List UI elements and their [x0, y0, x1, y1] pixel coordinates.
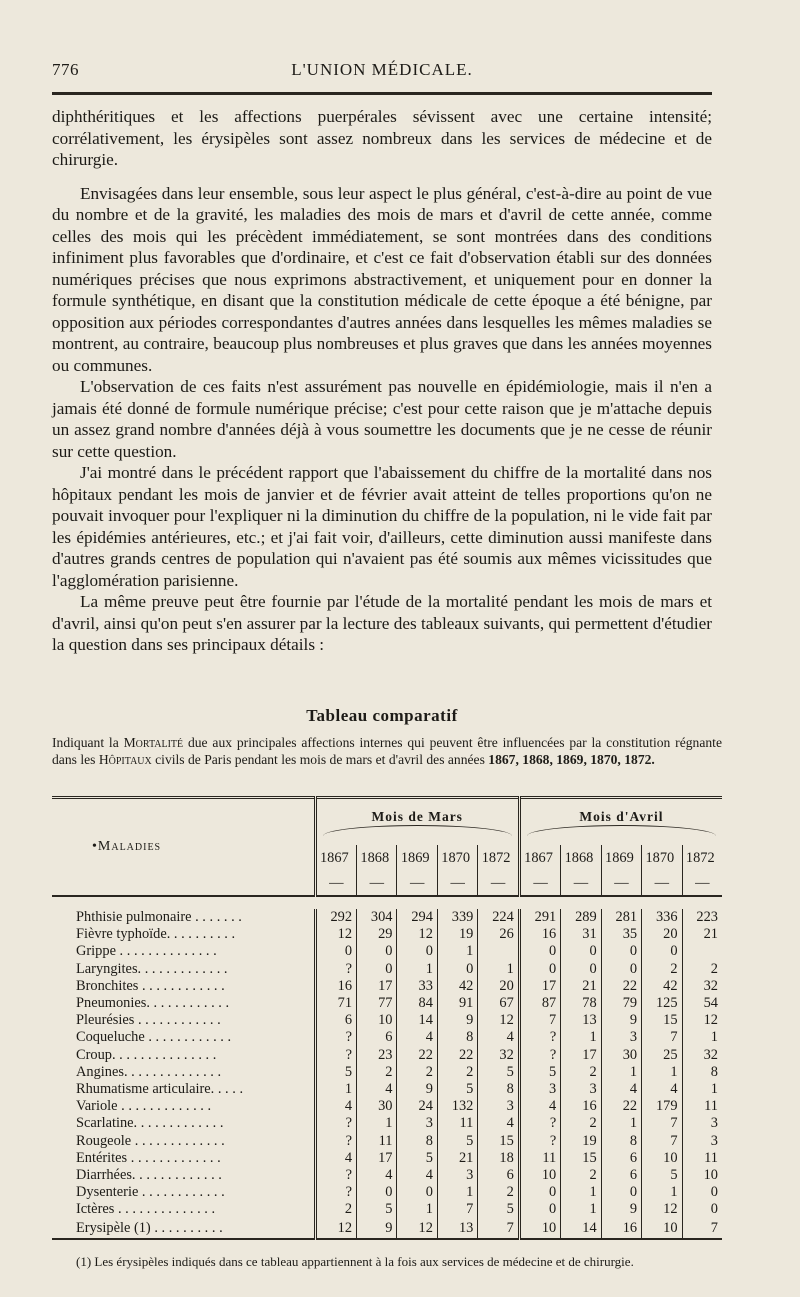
year-header: 1869: [601, 845, 641, 871]
death-count-cell: 3: [437, 1167, 477, 1184]
dash-cell: —: [561, 871, 601, 896]
death-count-cell: 10: [642, 1150, 682, 1167]
death-count-cell: 0: [682, 1184, 722, 1201]
death-count-cell: 8: [478, 1081, 519, 1098]
death-count-cell: 2: [642, 961, 682, 978]
table-row: [52, 1150, 722, 1167]
death-count-cell: 67: [478, 995, 519, 1012]
table-body: [52, 798, 722, 1240]
death-count-cell: 24: [397, 1098, 437, 1115]
death-count-cell: 33: [397, 978, 437, 995]
death-count-cell: [682, 943, 722, 960]
death-count-cell: 9: [397, 1081, 437, 1098]
paragraph: L'observation de ces faits n'est assurément pas nouvelle en épidémiologie, mais il n'en a jamais été donné de formule numérique précise; c'est pour cette raison que je m'attache depuis un assez grand nombre d'années déjà à vous soumettre les documents que je ne cesse de réunir sur cette question.: [52, 377, 712, 461]
death-count-cell: 12: [642, 1201, 682, 1218]
death-count-cell: 1: [397, 1201, 437, 1218]
caption-years: 1867, 1868, 1869, 1870, 1872.: [488, 752, 655, 767]
death-count-cell: 42: [642, 978, 682, 995]
caption-smallcaps: Mortalité: [123, 735, 184, 750]
death-count-cell: 0: [561, 961, 601, 978]
dash-cell: —: [315, 871, 356, 896]
table-row: [52, 1064, 722, 1081]
death-count-cell: 16: [561, 1098, 601, 1115]
death-count-cell: 20: [478, 978, 519, 995]
death-count-cell: 23: [357, 1047, 397, 1064]
death-count-cell: 11: [682, 1150, 722, 1167]
death-count-cell: 1: [642, 1184, 682, 1201]
death-count-cell: ?: [315, 1184, 356, 1201]
disease-name: Entérites . . . . . . . . . . . . .: [76, 1149, 221, 1166]
article-body: [52, 106, 712, 656]
death-count-cell: 9: [601, 1012, 641, 1029]
death-count-cell: 19: [437, 926, 477, 943]
table-row: [52, 909, 722, 926]
table-row: [52, 961, 722, 978]
page-header: [52, 60, 712, 86]
death-count-cell: 7: [642, 1029, 682, 1046]
death-count-cell: 8: [397, 1132, 437, 1149]
death-count-cell: 1: [561, 1201, 601, 1218]
disease-name: Variole . . . . . . . . . . . . .: [76, 1098, 212, 1115]
death-count-cell: 3: [397, 1115, 437, 1132]
table-row: [52, 1132, 722, 1149]
death-count-cell: 281: [601, 909, 641, 926]
death-count-cell: 2: [315, 1201, 356, 1218]
caption-text: due aux principales affections internes qui peuvent être influencées par la constitution régnante dans les: [52, 735, 722, 767]
death-count-cell: 7: [437, 1201, 477, 1218]
death-count-cell: 32: [478, 1047, 519, 1064]
death-count-cell: 3: [682, 1132, 722, 1149]
table-row: [52, 978, 722, 995]
death-count-cell: 304: [357, 909, 397, 926]
death-count-cell: [478, 943, 519, 960]
disease-name: Rhumatisme articulaire. . . . .: [76, 1080, 244, 1097]
death-count-cell: 10: [682, 1167, 722, 1184]
death-count-cell: 2: [561, 1115, 601, 1132]
death-count-cell: 2: [561, 1167, 601, 1184]
death-count-cell: 4: [315, 1098, 356, 1115]
death-count-cell: ?: [315, 961, 356, 978]
death-count-cell: 292: [315, 909, 356, 926]
dash-cell: —: [397, 871, 437, 896]
page-number: 776: [52, 60, 79, 79]
year-header: 1867: [315, 845, 356, 871]
death-count-cell: 30: [357, 1098, 397, 1115]
death-count-cell: 2: [357, 1064, 397, 1081]
death-count-cell: 71: [315, 995, 356, 1012]
table-row: [52, 943, 722, 960]
death-count-cell: 0: [561, 943, 601, 960]
table-row: [52, 1184, 722, 1201]
table-row: [52, 1115, 722, 1132]
death-count-cell: 0: [519, 1201, 560, 1218]
paragraph-continued: diphthéritiques et les affections puerpérales sévissent avec une certaine intensité; corrélativement, les érysipèles sont assez nombreux dans les services de médecine et de chirurgie.: [52, 107, 712, 169]
death-count-cell: 7: [478, 1218, 519, 1239]
death-count-cell: 3: [601, 1029, 641, 1046]
death-count-cell: 5: [437, 1132, 477, 1149]
death-count-cell: 4: [601, 1081, 641, 1098]
brace-march: [323, 825, 512, 836]
death-count-cell: 0: [357, 943, 397, 960]
death-count-cell: 3: [519, 1081, 560, 1098]
death-count-cell: 294: [397, 909, 437, 926]
death-count-cell: 1: [315, 1081, 356, 1098]
death-count-cell: 2: [478, 1184, 519, 1201]
year-header: 1868: [561, 845, 601, 871]
death-count-cell: 0: [601, 1184, 641, 1201]
year-header: 1869: [397, 845, 437, 871]
disease-name: Erysipèle (1) . . . . . . . . . .: [52, 1218, 315, 1239]
footnote: (1) Les érysipèles indiqués dans ce tableau appartiennent à la fois aux services de médecine et de chirurgie.: [76, 1254, 634, 1269]
dash-cell: —: [601, 871, 641, 896]
death-count-cell: 179: [642, 1098, 682, 1115]
brace-april: [527, 825, 716, 836]
death-count-cell: 0: [357, 961, 397, 978]
death-count-cell: 22: [397, 1047, 437, 1064]
death-count-cell: 4: [397, 1029, 437, 1046]
death-count-cell: 1: [682, 1081, 722, 1098]
death-count-cell: 7: [519, 1012, 560, 1029]
death-count-cell: 11: [519, 1150, 560, 1167]
death-count-cell: 132: [437, 1098, 477, 1115]
death-count-cell: 4: [519, 1098, 560, 1115]
year-header: 1870: [642, 845, 682, 871]
death-count-cell: 14: [397, 1012, 437, 1029]
death-count-cell: 22: [601, 978, 641, 995]
death-count-cell: 29: [357, 926, 397, 943]
table-row: [52, 926, 722, 943]
disease-name: Laryngites. . . . . . . . . . . . .: [76, 960, 228, 977]
death-count-cell: 14: [561, 1218, 601, 1239]
death-count-cell: 0: [437, 961, 477, 978]
death-count-cell: 0: [601, 943, 641, 960]
death-count-cell: 84: [397, 995, 437, 1012]
caption-smallcaps: Hôpitaux: [98, 752, 152, 767]
death-count-cell: 10: [519, 1218, 560, 1239]
group-header-row: [52, 798, 722, 846]
death-count-cell: 1: [601, 1064, 641, 1081]
death-count-cell: 0: [642, 943, 682, 960]
death-count-cell: 35: [601, 926, 641, 943]
death-count-cell: 336: [642, 909, 682, 926]
header-rule: [52, 92, 712, 95]
death-count-cell: 291: [519, 909, 560, 926]
death-count-cell: 11: [682, 1098, 722, 1115]
death-count-cell: 0: [519, 1184, 560, 1201]
death-count-cell: 15: [478, 1132, 519, 1149]
death-count-cell: 5: [437, 1081, 477, 1098]
death-count-cell: 12: [315, 1218, 356, 1239]
death-count-cell: 0: [682, 1201, 722, 1218]
dash-cell: —: [437, 871, 477, 896]
death-count-cell: 11: [357, 1132, 397, 1149]
table-row: [52, 1029, 722, 1046]
death-count-cell: 7: [682, 1218, 722, 1239]
group-label-april: Mois d'Avril: [579, 808, 664, 824]
death-count-cell: 15: [642, 1012, 682, 1029]
death-count-cell: ?: [519, 1132, 560, 1149]
death-count-cell: 1: [478, 961, 519, 978]
death-count-cell: 8: [601, 1132, 641, 1149]
death-count-cell: ?: [519, 1047, 560, 1064]
disease-name: Croup. . . . . . . . . . . . . . .: [76, 1046, 217, 1063]
disease-name: Diarrhées. . . . . . . . . . . . .: [76, 1166, 222, 1183]
table-row: [52, 1047, 722, 1064]
death-count-cell: 5: [315, 1064, 356, 1081]
death-count-cell: 22: [601, 1098, 641, 1115]
death-count-cell: 15: [561, 1150, 601, 1167]
table-row: [52, 1218, 722, 1239]
death-count-cell: ?: [315, 1029, 356, 1046]
death-count-cell: 17: [519, 978, 560, 995]
death-count-cell: 2: [437, 1064, 477, 1081]
death-count-cell: ?: [315, 1167, 356, 1184]
death-count-cell: 0: [315, 943, 356, 960]
disease-name: Scarlatine. . . . . . . . . . . . .: [76, 1115, 224, 1132]
dash-cell: —: [519, 871, 560, 896]
death-count-cell: 18: [478, 1150, 519, 1167]
death-count-cell: 1: [642, 1064, 682, 1081]
running-title: L'UNION MÉDICALE.: [291, 60, 473, 79]
dash-cell: —: [682, 871, 722, 896]
death-count-cell: 4: [478, 1029, 519, 1046]
divider-cell: [52, 896, 722, 909]
death-count-cell: 4: [315, 1150, 356, 1167]
death-count-cell: 21: [437, 1150, 477, 1167]
death-count-cell: 0: [519, 943, 560, 960]
paragraph: Envisagées dans leur ensemble, sous leur aspect le plus général, c'est-à-dire au point de vue du nombre et de la gravité, les maladies des mois de mars et d'avril de cette année, comme celles des mois qui les précèdent immédiatement, se sont montrées dans des conditions infiniment plus favorables que d'ordinaire, et c'est ce fait d'observation établi sur des données numériques précises que nous exprimons abstractivement, et uniquement pour en donner la formule synthétique, en disant que la constitution médicale de cette époque a été bénigne, par opposition aux périodes correspondantes d'autres années dans lesquelles les mêmes maladies se montrent, au contraire, beaucoup plus nombreuses et plus graves que dans les années moyennes ou communes.: [52, 183, 712, 375]
table-row: [52, 1201, 722, 1218]
table-row: [52, 1081, 722, 1098]
death-count-cell: 16: [315, 978, 356, 995]
death-count-cell: 22: [437, 1047, 477, 1064]
dash-cell: —: [642, 871, 682, 896]
death-count-cell: 79: [601, 995, 641, 1012]
death-count-cell: 42: [437, 978, 477, 995]
paragraph: La même preuve peut être fournie par l'étude de la mortalité pendant les mois de mars et d'avril, ainsi qu'on peut s'en assurer par la lecture des tableaux suivants, qui permettent d'étudier la question dans ses principaux détails :: [52, 592, 712, 654]
disease-name: Dysenterie . . . . . . . . . . . .: [76, 1184, 225, 1201]
death-count-cell: 2: [682, 961, 722, 978]
table-divider-row: [52, 896, 722, 909]
group-header-april: [519, 798, 722, 846]
caption-text: civils de Paris pendant les mois de mars et d'avril des années: [151, 752, 489, 767]
death-count-cell: 6: [357, 1029, 397, 1046]
death-count-cell: 5: [642, 1167, 682, 1184]
death-count-cell: ?: [315, 1047, 356, 1064]
death-count-cell: 16: [601, 1218, 641, 1239]
death-count-cell: 1: [397, 961, 437, 978]
death-count-cell: 10: [642, 1218, 682, 1239]
mortality-table-wrapper: [52, 796, 722, 1240]
death-count-cell: 91: [437, 995, 477, 1012]
disease-name: Coqueluche . . . . . . . . . . . .: [76, 1029, 232, 1046]
death-count-cell: 12: [315, 926, 356, 943]
caption-text: Indiquant la: [52, 735, 124, 750]
death-count-cell: 4: [357, 1081, 397, 1098]
death-count-cell: 21: [561, 978, 601, 995]
death-count-cell: 5: [397, 1150, 437, 1167]
table-row: [52, 1167, 722, 1184]
death-count-cell: 3: [682, 1115, 722, 1132]
death-count-cell: 87: [519, 995, 560, 1012]
death-count-cell: 17: [357, 1150, 397, 1167]
dash-cell: —: [357, 871, 397, 896]
dash-cell: —: [478, 871, 519, 896]
death-count-cell: 1: [601, 1115, 641, 1132]
death-count-cell: 25: [642, 1047, 682, 1064]
death-count-cell: 10: [357, 1012, 397, 1029]
death-count-cell: 0: [357, 1184, 397, 1201]
death-count-cell: 31: [561, 926, 601, 943]
death-count-cell: 17: [561, 1047, 601, 1064]
death-count-cell: 78: [561, 995, 601, 1012]
group-label-march: Mois de Mars: [371, 808, 463, 824]
disease-name: Phthisie pulmonaire . . . . . . .: [76, 909, 242, 926]
death-count-cell: 0: [601, 961, 641, 978]
death-count-cell: ?: [315, 1115, 356, 1132]
death-count-cell: 32: [682, 1047, 722, 1064]
year-header: 1867: [519, 845, 560, 871]
death-count-cell: 6: [601, 1150, 641, 1167]
death-count-cell: 4: [397, 1167, 437, 1184]
death-count-cell: 9: [437, 1012, 477, 1029]
death-count-cell: 5: [519, 1064, 560, 1081]
year-header: 1872: [682, 845, 722, 871]
death-count-cell: 7: [642, 1132, 682, 1149]
disease-name: Pneumonies. . . . . . . . . . . .: [76, 995, 230, 1012]
death-count-cell: 21: [682, 926, 722, 943]
death-count-cell: 4: [357, 1167, 397, 1184]
death-count-cell: 12: [682, 1012, 722, 1029]
death-count-cell: 30: [601, 1047, 641, 1064]
death-count-cell: 2: [397, 1064, 437, 1081]
death-count-cell: 6: [601, 1167, 641, 1184]
death-count-cell: 12: [478, 1012, 519, 1029]
table-row: [52, 995, 722, 1012]
death-count-cell: 1: [561, 1184, 601, 1201]
death-count-cell: 0: [397, 943, 437, 960]
death-count-cell: 19: [561, 1132, 601, 1149]
mortality-table: [52, 796, 722, 1240]
column-header-maladies: •Maladies: [92, 839, 162, 854]
death-count-cell: 1: [357, 1115, 397, 1132]
disease-name: Fièvre typhoïde. . . . . . . . . .: [76, 926, 236, 943]
death-count-cell: 9: [601, 1201, 641, 1218]
death-count-cell: 1: [437, 1184, 477, 1201]
table-row: [52, 1012, 722, 1029]
death-count-cell: 339: [437, 909, 477, 926]
death-count-cell: 4: [642, 1081, 682, 1098]
death-count-cell: 0: [519, 961, 560, 978]
death-count-cell: 8: [682, 1064, 722, 1081]
death-count-cell: 32: [682, 978, 722, 995]
death-count-cell: 6: [315, 1012, 356, 1029]
death-count-cell: 13: [437, 1218, 477, 1239]
death-count-cell: 8: [437, 1029, 477, 1046]
death-count-cell: 224: [478, 909, 519, 926]
death-count-cell: 26: [478, 926, 519, 943]
death-count-cell: 13: [561, 1012, 601, 1029]
death-count-cell: 1: [561, 1029, 601, 1046]
death-count-cell: 10: [519, 1167, 560, 1184]
death-count-cell: 20: [642, 926, 682, 943]
death-count-cell: 9: [357, 1218, 397, 1239]
death-count-cell: 54: [682, 995, 722, 1012]
death-count-cell: ?: [519, 1029, 560, 1046]
death-count-cell: 0: [397, 1184, 437, 1201]
death-count-cell: 77: [357, 995, 397, 1012]
disease-name: Grippe . . . . . . . . . . . . . .: [76, 943, 217, 960]
death-count-cell: 125: [642, 995, 682, 1012]
disease-name: Bronchites . . . . . . . . . . . .: [76, 977, 225, 994]
death-count-cell: 1: [682, 1029, 722, 1046]
disease-name: Angines. . . . . . . . . . . . . .: [76, 1063, 222, 1080]
table-title: Tableau comparatif: [306, 706, 458, 725]
death-count-cell: 3: [561, 1081, 601, 1098]
paragraph: J'ai montré dans le précédent rapport que l'abaissement du chiffre de la mortalité dans nos hôpitaux pendant les mois de janvier et de février avait atteint de telles proportions qu'on ne pouvait invoquer pour l'expliquer ni la diminution du chiffre de la population, ni le vide fait par les épidémies antérieures, etc.; et j'ai fait voir, d'ailleurs, cette diminution aussi manifeste dans d'autres grands centres de population qui n'avaient pas été soumis aux mêmes vicissitudes que l'agglomération parisienne.: [52, 463, 712, 590]
death-count-cell: 16: [519, 926, 560, 943]
death-count-cell: 4: [478, 1115, 519, 1132]
death-count-cell: 1: [437, 943, 477, 960]
death-count-cell: 5: [478, 1064, 519, 1081]
year-header: 1868: [357, 845, 397, 871]
death-count-cell: 6: [478, 1167, 519, 1184]
table-caption: [52, 734, 722, 768]
disease-name: Ictères . . . . . . . . . . . . . .: [76, 1201, 216, 1218]
death-count-cell: 5: [478, 1201, 519, 1218]
death-count-cell: 17: [357, 978, 397, 995]
death-count-cell: 12: [397, 1218, 437, 1239]
death-count-cell: ?: [315, 1132, 356, 1149]
year-header: 1870: [437, 845, 477, 871]
death-count-cell: 289: [561, 909, 601, 926]
death-count-cell: ?: [519, 1115, 560, 1132]
death-count-cell: 7: [642, 1115, 682, 1132]
disease-name: Rougeole . . . . . . . . . . . . .: [76, 1132, 225, 1149]
year-header: 1872: [478, 845, 519, 871]
table-row: [52, 1098, 722, 1115]
death-count-cell: 2: [561, 1064, 601, 1081]
death-count-cell: 11: [437, 1115, 477, 1132]
death-count-cell: 12: [397, 926, 437, 943]
death-count-cell: 223: [682, 909, 722, 926]
group-header-march: [315, 798, 519, 846]
disease-name: Pleurésies . . . . . . . . . . . .: [76, 1012, 221, 1029]
death-count-cell: 5: [357, 1201, 397, 1218]
death-count-cell: 3: [478, 1098, 519, 1115]
